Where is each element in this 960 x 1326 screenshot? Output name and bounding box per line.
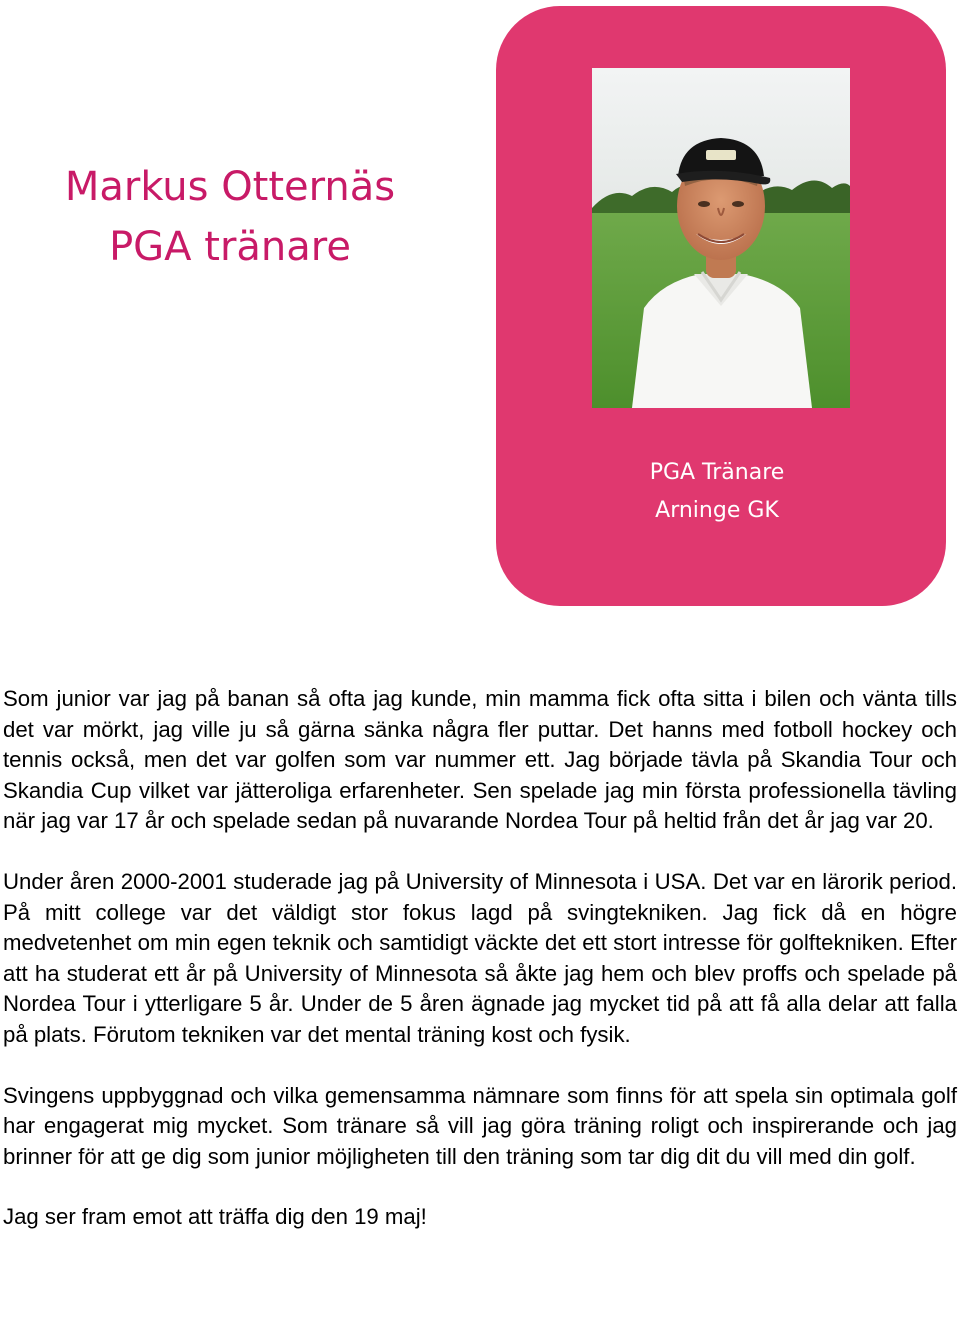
profile-card — [496, 6, 946, 606]
bio-paragraph-1: Som junior var jag på banan så ofta jag kunde, min mamma fick ofta sitta i bilen och vänta tills det var mörkt, jag ville ju så gärna sänka några fler puttar. Det hanns med fotboll hockey och tennis också, men det var golfen som var nummer ett. Jag började tävla på Skandia Tour och Skandia Cup vilket var jätteroliga erfarenheter. Sen spelade jag min första professionella tävling när jag var 17 år och spelade sedan på nuvarande Nordea Tour på heltid från det år jag var 20. — [3, 686, 957, 834]
biography — [3, 684, 957, 1233]
caption-title: PGA Tränare — [649, 460, 785, 485]
page-title — [0, 157, 460, 277]
bio-paragraph-3: Svingens uppbyggnad och vilka gemensamma nämnare som finns för att spela sin optimala golf har engagerat mig mycket. Som tränare så vill jag göra träning roligt och inspirerande och jag brinner för att ge dig som junior möjligheten till den träning som tar dig dit du vill med din golf. — [3, 1082, 957, 1169]
closing-line: Jag ser fram emot att träffa dig den 19 maj! — [3, 1204, 427, 1230]
caption-club: Arninge GK — [655, 498, 779, 523]
card-caption — [496, 454, 938, 530]
coach-name: Markus Otternäs — [64, 164, 396, 210]
bio-paragraph-2: Under åren 2000-2001 studerade jag på University of Minnesota i USA. Det var en lärorik period. På mitt college var det väldigt stor fokus lagd på svingtekniken. Jag fick då en högre medvetenhet om min egen teknik och samtidigt väckte det ett stort intresse för golftekniken. Efter att ha studerat ett år på University of Minnesota så åkte jag hem och blev proffs och spelade på Nordea Tour i ytterligare 5 år. Under de 5 åren ägnade jag mycket tid på att få alla delar att falla på plats. Förutom tekniken var det mental träning kost och fysik. — [3, 868, 957, 1047]
coach-role: PGA tränare — [109, 224, 351, 270]
coach-photo — [592, 68, 850, 408]
